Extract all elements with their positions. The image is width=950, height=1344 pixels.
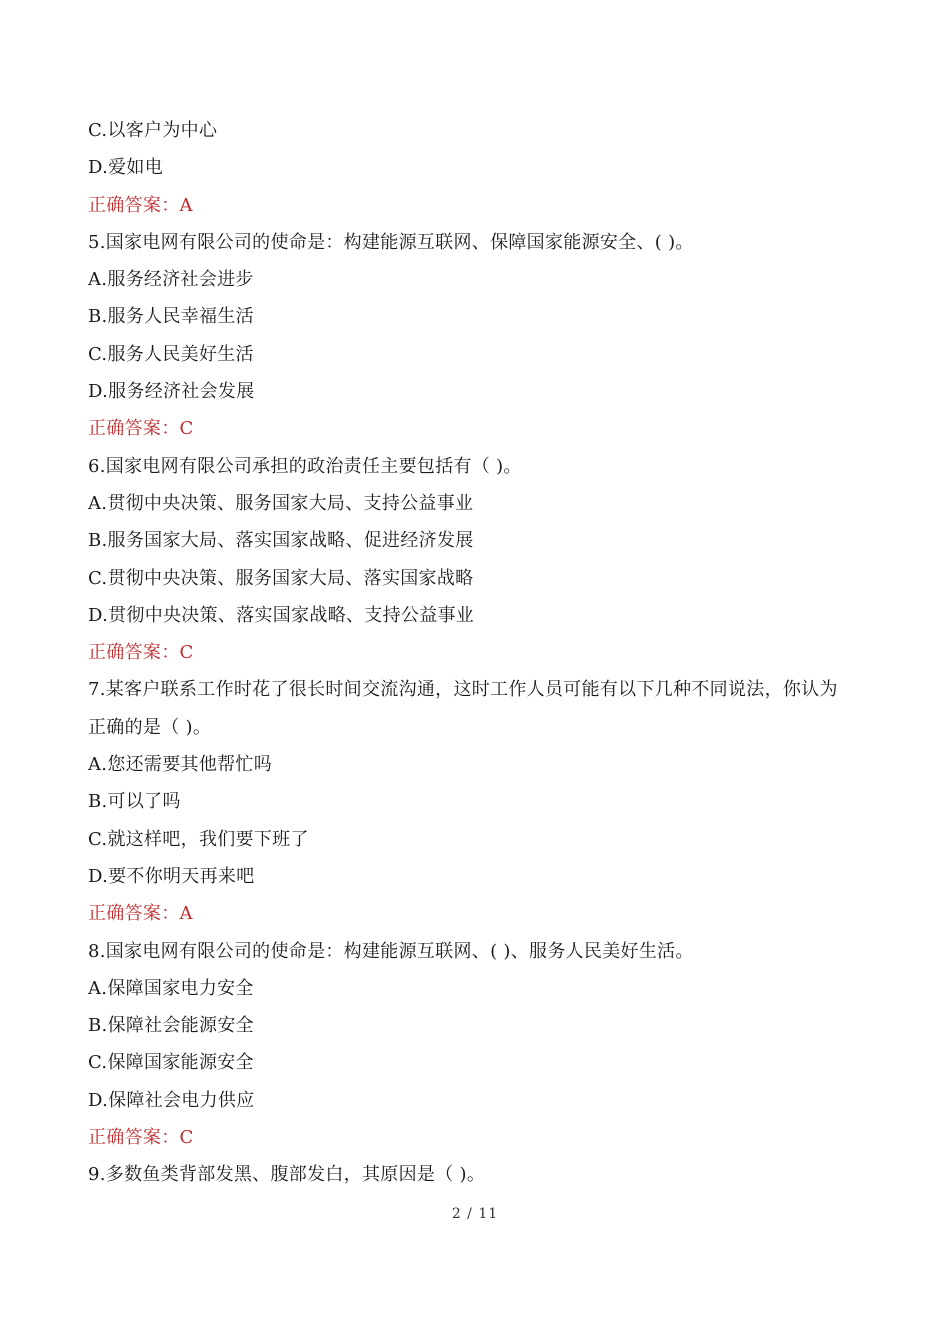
q4-option-d: D.爱如电 [88, 157, 164, 179]
q6-option-d: D.贯彻中央决策、落实国家战略、支持公益事业 [88, 604, 475, 626]
q5-option-d: D.服务经济社会发展 [88, 381, 255, 403]
q7-option-d: D.要不你明天再来吧 [88, 865, 255, 887]
q4-answer: 正确答案：A [88, 194, 193, 216]
document-body [88, 112, 878, 1194]
q5-option-b: B.服务人民幸福生活 [88, 306, 254, 328]
q7-option-b: B.可以了吗 [88, 791, 181, 813]
q7-answer: 正确答案：A [88, 903, 193, 925]
q5-answer: 正确答案：C [88, 418, 194, 440]
q6-answer: 正确答案：C [88, 642, 194, 664]
q7-question-line-2: 正确的是（ )。 [88, 716, 212, 738]
q6-question: 6.国家电网有限公司承担的政治责任主要包括有（ )。 [88, 455, 522, 477]
q5-question: 5.国家电网有限公司的使命是：构建能源互联网、保障国家能源安全、( )。 [88, 231, 694, 253]
q7-question-line-1: 7.某客户联系工作时花了很长时间交流沟通，这时工作人员可能有以下几种不同说法，你认为 [88, 679, 838, 701]
q7-option-c: C.就这样吧，我们要下班了 [88, 828, 309, 850]
q9-question: 9.多数鱼类背部发黑、腹部发白，其原因是（ )。 [88, 1164, 486, 1186]
q8-option-d: D.保障社会电力供应 [88, 1089, 255, 1111]
q7-option-a: A.您还需要其他帮忙吗 [88, 754, 273, 776]
q5-option-a: A.服务经济社会进步 [88, 269, 254, 291]
q8-option-c: C.保障国家能源安全 [88, 1052, 254, 1074]
page-number: 2 / 11 [451, 1206, 499, 1222]
q4-option-c: C.以客户为中心 [88, 120, 218, 141]
q6-option-b: B.服务国家大局、落实国家战略、促进经济发展 [88, 530, 474, 552]
q8-answer: 正确答案：C [88, 1127, 194, 1149]
q6-option-c: C.贯彻中央决策、服务国家大局、落实国家战略 [88, 567, 474, 589]
q8-question: 8.国家电网有限公司的使命是：构建能源互联网、( )、服务人民美好生活。 [88, 940, 694, 962]
q8-option-b: B.保障社会能源安全 [88, 1015, 254, 1037]
q8-option-a: A.保障国家电力安全 [88, 977, 254, 999]
q5-option-c: C.服务人民美好生活 [88, 343, 254, 365]
q6-option-a: A.贯彻中央决策、服务国家大局、支持公益事业 [88, 492, 474, 514]
